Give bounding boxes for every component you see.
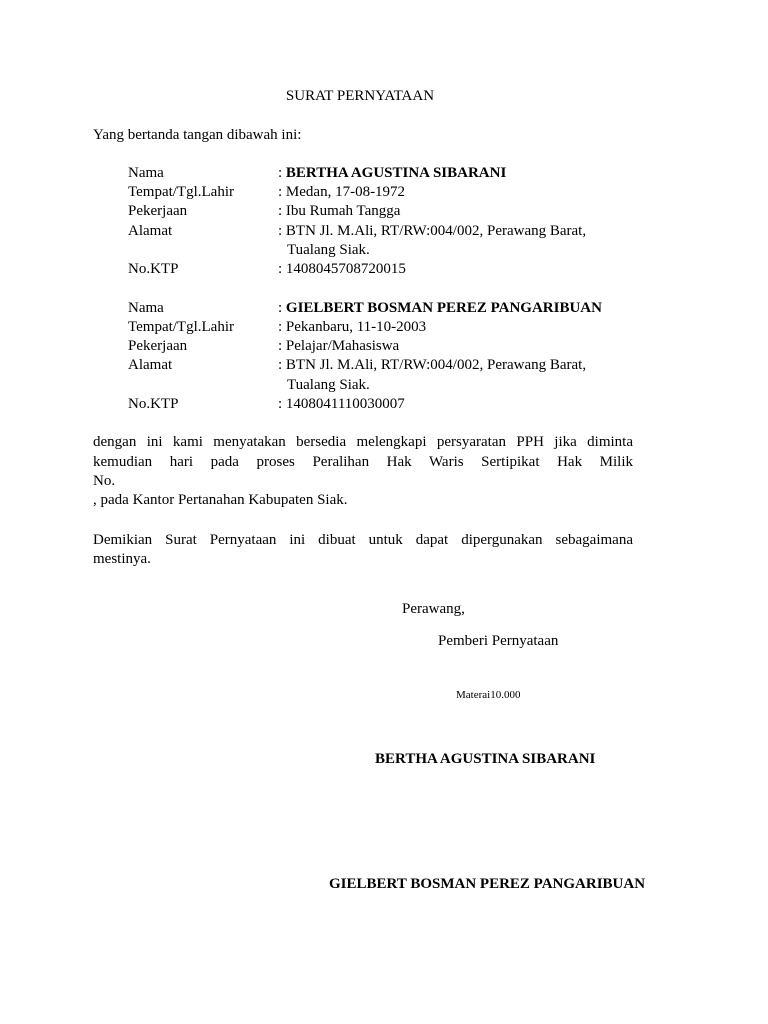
person-1-birth-label: Tempat/Tgl.Lahir	[128, 184, 234, 200]
person-1-address-continuation: Tualang Siak.	[287, 242, 370, 258]
signature-place: Perawang,	[402, 601, 465, 617]
body-paragraph-1-line-3: No.	[93, 473, 116, 489]
person-2-name-label: Nama	[128, 300, 164, 316]
person-1-ktp-label: No.KTP	[128, 261, 179, 277]
body-paragraph-1-line-1: dengan ini kami menyatakan bersedia melengkapi persyaratan PPH jika diminta	[93, 434, 633, 450]
document-title: SURAT PERNYATAAN	[285, 88, 435, 104]
person-1-job-value: : Ibu Rumah Tangga	[278, 203, 401, 219]
person-2-address-label: Alamat	[128, 357, 173, 373]
person-1-address-value: : BTN Jl. M.Ali, RT/RW:004/002, Perawang Barat,	[278, 223, 587, 239]
person-2-ktp-label: No.KTP	[128, 396, 179, 412]
person-1-name-value	[278, 164, 506, 183]
person-2-name-value	[278, 299, 602, 318]
signer-1-name: BERTHA AGUSTINA SIBARANI	[375, 751, 596, 767]
person-2-birth-value: : Pekanbaru, 11-10-2003	[278, 319, 427, 335]
body-paragraph-1-line-2: kemudian hari pada proses Peralihan Hak Waris Sertipikat Hak Milik	[93, 454, 633, 470]
person-1-job-label: Pekerjaan	[128, 203, 188, 219]
body-paragraph-2-line-1: Demikian Surat Pernyataan ini dibuat untuk dapat dipergunakan sebagaimana	[93, 532, 633, 548]
person-1-ktp-value: : 1408045708720015	[278, 261, 406, 277]
stamp-duty-label: Materai10.000	[456, 689, 521, 701]
person-2-job-label: Pekerjaan	[128, 338, 188, 354]
person-2-job-value: : Pelajar/Mahasiswa	[278, 338, 400, 354]
person-2-name: GIELBERT BOSMAN PEREZ PANGARIBUAN	[285, 300, 602, 316]
body-paragraph-1-line-4: , pada Kantor Pertanahan Kabupaten Siak.	[93, 492, 348, 508]
person-2-birth-label: Tempat/Tgl.Lahir	[128, 319, 234, 335]
name-separator: :	[278, 165, 286, 181]
person-1-name: BERTHA AGUSTINA SIBARANI	[285, 165, 507, 181]
signature-role: Pemberi Pernyataan	[438, 633, 559, 649]
intro-text: Yang bertanda tangan dibawah ini:	[93, 127, 302, 143]
body-paragraph-2-line-2: mestinya.	[93, 551, 151, 567]
person-1-name-label: Nama	[128, 165, 164, 181]
person-2-ktp-value: : 1408041110030007	[278, 396, 405, 412]
person-1-birth-value: : Medan, 17-08-1972	[278, 184, 406, 200]
person-1-address-label: Alamat	[128, 223, 173, 239]
signer-2-name: GIELBERT BOSMAN PEREZ PANGARIBUAN	[329, 876, 646, 892]
name-separator: :	[278, 300, 286, 316]
person-2-address-value: : BTN Jl. M.Ali, RT/RW:004/002, Perawang Barat,	[278, 357, 587, 373]
person-2-address-continuation: Tualang Siak.	[287, 377, 370, 393]
